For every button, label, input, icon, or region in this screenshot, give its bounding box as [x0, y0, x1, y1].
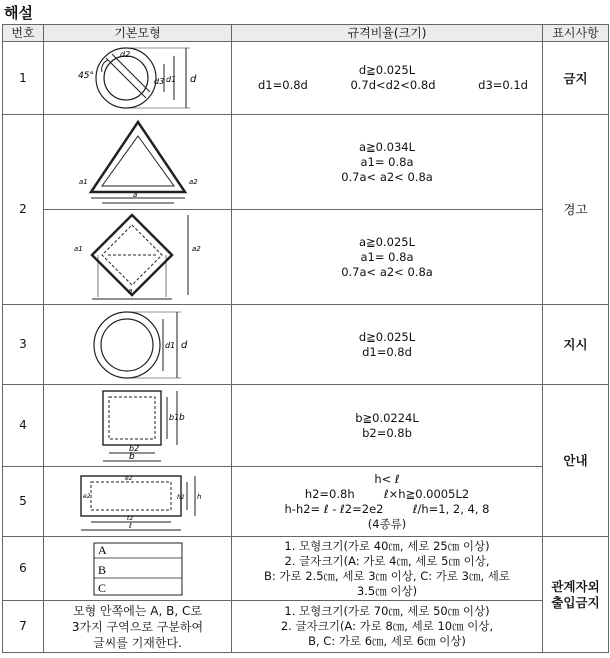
table-row — [3, 210, 609, 305]
ratio-line: a≧0.025L — [358, 234, 415, 249]
dim-label: d1 — [164, 340, 175, 350]
ratio-cell — [232, 385, 543, 467]
dim-label: b2 — [128, 443, 139, 453]
dim-label: d — [189, 74, 196, 85]
dim-label: a1 — [73, 245, 83, 253]
ratio-line: 3.5㎝ 이상) — [356, 583, 418, 598]
row-number: 2 — [3, 115, 44, 305]
ratio-line: d≧0.025L — [358, 329, 416, 344]
dim-label: h2 — [176, 493, 185, 501]
display-label-line: 관계자외 — [551, 578, 600, 594]
ratio-line: h-h2= ℓ - ℓ2=2e2 — [284, 501, 384, 516]
ratio-cell — [232, 467, 543, 537]
ratio-cell — [232, 305, 543, 385]
display-label: 지시 — [543, 305, 609, 385]
dim-label: d2 — [119, 50, 130, 59]
dim-label: e2 — [124, 474, 133, 482]
zone-c-label: C — [97, 580, 106, 595]
no-entry-sign-figure — [88, 540, 188, 598]
row-number: 3 — [3, 305, 44, 385]
table-row — [3, 467, 609, 537]
row-number: 1 — [3, 42, 44, 115]
ratio-cell — [232, 537, 543, 601]
ratio-line: b≧0.0224L — [355, 410, 419, 425]
display-label: 금지 — [543, 42, 609, 115]
angle-label: 45° — [77, 71, 94, 81]
row-number: 5 — [3, 467, 44, 537]
dim-label: a — [127, 287, 132, 295]
dim-label: d — [180, 339, 187, 351]
guide-rectangle-figure — [73, 470, 203, 534]
description-line: 글씨를 기재한다. — [93, 635, 182, 650]
warning-triangle-figure — [73, 118, 203, 206]
header-row — [3, 25, 609, 42]
shape-description — [44, 601, 232, 653]
sign-spec-table — [2, 24, 609, 653]
instruction-circle-figure — [83, 308, 193, 382]
prohibition-sign-figure — [68, 44, 208, 112]
guide-square-figure — [83, 387, 193, 465]
ratio-line: 0.7a< a2< 0.8a — [341, 264, 433, 279]
table-row — [3, 385, 609, 467]
display-label — [543, 537, 609, 653]
ratio-line: 0.7d<d2<0.8d — [350, 78, 436, 92]
header-ratio: 규격비율(크기) — [232, 25, 543, 42]
dim-label: d1 — [165, 75, 176, 84]
ratio-line: 2. 글자크기(A: 가로 8㎝, 세로 10㎝ 이상, — [280, 619, 494, 633]
ratio-line: d3=0.1d — [478, 78, 528, 92]
table-row — [3, 305, 609, 385]
shape-cell — [44, 305, 232, 385]
dim-label: h — [196, 492, 201, 501]
ratio-line: 1. 모형크기(가로 40㎝, 세로 25㎝ 이상) — [284, 538, 490, 553]
ratio-line: h2=0.8h — [304, 486, 355, 501]
zone-a-label: A — [97, 542, 107, 557]
table-row — [3, 42, 609, 115]
display-label-line: 출입금지 — [551, 594, 600, 610]
shape-cell — [44, 467, 232, 537]
dim-label: ℓ — [128, 521, 132, 530]
ratio-cell — [232, 42, 543, 115]
zone-b-label: B — [97, 562, 106, 577]
ratio-line: a1= 0.8a — [360, 249, 414, 264]
dim-label: a2 — [191, 245, 201, 253]
header-number: 번호 — [3, 25, 44, 42]
ratio-line: h< ℓ — [374, 471, 400, 486]
ratio-line: d1=0.8d — [258, 78, 308, 92]
ratio-line: 1. 모형크기(가로 70㎝, 세로 50㎝ 이상) — [284, 604, 490, 618]
ratio-line: (4종류) — [367, 516, 407, 531]
row-number: 4 — [3, 385, 44, 467]
ratio-cell — [232, 115, 543, 210]
ratio-line: a1= 0.8a — [360, 154, 414, 169]
table-row — [3, 115, 609, 210]
page-title: 해설 — [4, 4, 33, 22]
table-row — [3, 601, 609, 653]
dim-label: a — [132, 191, 137, 199]
ratio-line: B, C: 가로 6㎝, 세로 6㎝ 이상) — [308, 634, 466, 648]
row-number: 7 — [3, 601, 44, 653]
dim-label: a1 — [78, 178, 88, 186]
header-shape: 기본모형 — [44, 25, 232, 42]
ratio-line: B: 가로 2.5㎝, 세로 3㎝ 이상, C: 가로 3㎝, 세로 — [263, 568, 511, 583]
dim-label: e2 — [82, 492, 91, 500]
shape-cell — [44, 210, 232, 305]
ratio-line: d1=0.8d — [362, 344, 412, 359]
row-number: 6 — [3, 537, 44, 601]
ratio-cell — [232, 210, 543, 305]
description-line: 모형 안쪽에는 A, B, C로 — [73, 603, 202, 618]
dim-label: a2 — [188, 178, 198, 186]
shape-cell — [44, 42, 232, 115]
shape-cell — [44, 537, 232, 601]
warning-diamond-figure — [68, 211, 208, 303]
shape-cell — [44, 385, 232, 467]
dim-label: b — [178, 412, 185, 423]
ratio-line: a≧0.034L — [358, 139, 415, 154]
dim-label: b — [128, 451, 135, 462]
dim-label: b1 — [168, 412, 179, 422]
dim-label: d3 — [153, 77, 164, 86]
ratio-cell — [232, 601, 543, 653]
dim-label: ℓ2 — [126, 514, 133, 522]
table-row — [3, 537, 609, 601]
ratio-line: ℓ/h=1, 2, 4, 8 — [412, 501, 490, 516]
header-display: 표시사항 — [543, 25, 609, 42]
ratio-line: ℓ×h≧0.0005L2 — [383, 486, 470, 501]
ratio-line: d≧0.025L — [358, 63, 416, 77]
shape-cell — [44, 115, 232, 210]
display-label: 경고 — [543, 115, 609, 305]
ratio-line: 2. 글자크기(A: 가로 4㎝, 세로 5㎝ 이상, — [284, 553, 490, 568]
ratio-line: b2=0.8b — [362, 425, 412, 440]
description-line: 3가지 구역으로 구분하여 — [71, 619, 204, 634]
ratio-line: 0.7a< a2< 0.8a — [341, 169, 433, 184]
display-label: 안내 — [543, 385, 609, 537]
